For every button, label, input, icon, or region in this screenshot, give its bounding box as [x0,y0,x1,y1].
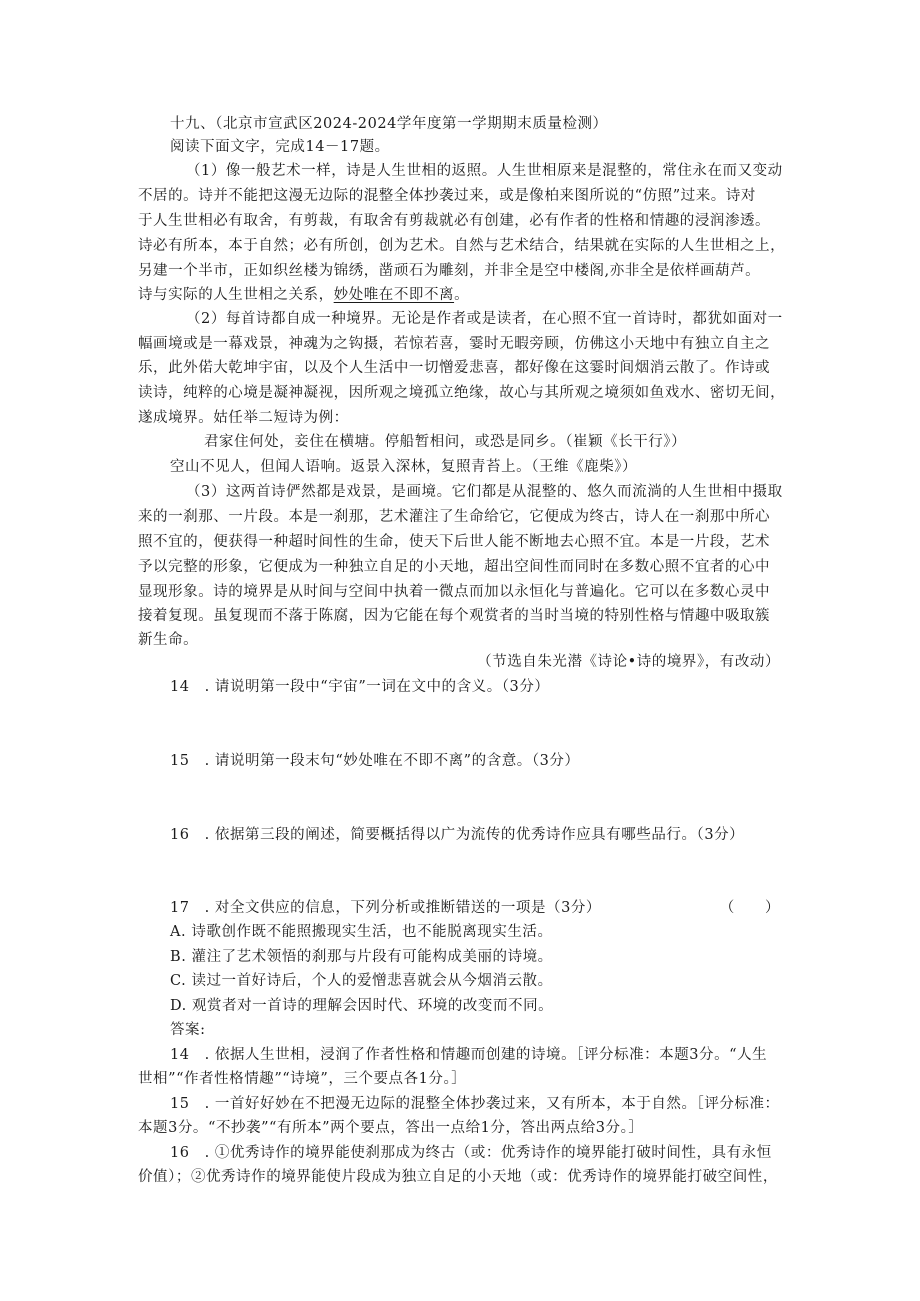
option-a: A. 诗歌创作既不能照搬现实生活，也不能脱离现实生活。 [170,924,553,940]
p1-line-4: 诗必有所本，本于自然；必有所创，创为艺术。自然与艺术结合，结果就在实际的人生世相之上， [138,238,786,254]
p3-line-6: 接着复现。虽复现而不落于陈腐，因为它能在每个观赏者的当时当境的特别性格与情趣中吸取簇 [138,608,771,624]
p3-line-7: 新生命。 [138,632,199,648]
p2-line-2: 幅画境或是一幕戏景，神魂为之钩摄，若惊若喜，霎时无暇旁顾，仿佛这小天地中有独立自主之 [138,336,771,352]
p1-line-1: （1）像一般艺术一样，诗是人生世相的返照。人生世相原来是混整的，常住永在而又变动 [186,163,783,179]
question-17: 17 . 对全文供应的信息，下列分析或推断错送的一项是（3分） [170,900,601,916]
p3-line-1: （3）这两首诗俨然都是戏景，是画境。它们都是从混整的、悠久而流淌的人生世相中摄取 [186,484,783,500]
p3-line-4: 予以完整的形象，它便成为一种独立自足的小天地，超出空间性而同时在多数心照不宜者的心中 [138,559,771,575]
answer-bracket: （ ） [719,900,780,916]
question-15: 15 . 请说明第一段末句“妙处唯在不即不离”的含意。（3分） [170,753,580,769]
p3-line-3: 照不宜的，便获得一种超时间性的生命，使天下后世人能不断地去心照不宜。本是一片段，艺术 [138,534,771,550]
answer-15-line-2: 本题3分。“不抄袭”“有所本”两个要点，答出一点给1分，答出两点给3分。］ [138,1120,644,1136]
answer-16-line-2: 价值）；②优秀诗作的境界能使片段成为独立自足的小天地（或：优秀诗作的境界能打破空间性， [138,1169,778,1185]
p3-line-2: 来的一刹那、一片段。本是一刹那，艺术灌注了生命给它，它便成为终古，诗人在一刹那中所心 [138,509,771,525]
instruction: 阅读下面文字，完成14－17题。 [170,139,390,155]
source-citation: （节选自朱光潜《诗论•诗的境界》，有改动） [477,654,780,670]
answer-15-line-1: 15 . 一首好好妙在不把漫无边际的混整全体抄袭过来，又有所本，本于自然。［评分标准： [170,1096,780,1112]
answers-label: 答案: [170,1022,206,1038]
p2-line-4: 读诗，纯粹的心境是凝神凝视，因所观之境孤立绝缘，故心与其所观之境须如鱼戏水、密切无间， [138,385,786,401]
question-16: 16 . 依据第三段的阐述，简要概括得以广为流传的优秀诗作应具有哪些品行。（3分） [170,827,745,843]
p1-line-2: 不居的。诗并不能把这漫无边际的混整全体抄袭过来，或是像柏来图所说的“仿照”过来。诗对 [138,188,756,204]
p2-line-5: 遂成境界。姑任举二短诗为例： [138,410,349,426]
section-title: 十九、（北京市宣武区2024-2024学年度第一学期期末质量检测） [170,116,608,132]
poem-2: 空山不见人，但闻人语响。返景入深林，复照青苔上。（王维《鹿柴》） [170,459,638,475]
question-14: 14 . 请说明第一段中“宇宙”一词在文中的含义。（3分） [170,679,550,695]
answer-14-line-2: 世相”“作者性格情趣”“诗境”，三个要点各1分。］ [138,1071,467,1087]
option-d: D. 观赏者对一首诗的理解会因时代、环境的改变而不同。 [170,998,554,1014]
p2-line-1: （2）每首诗都自成一种境界。无论是作者或是读者，在心照不宜一首诗时，都犹如面对一 [186,311,783,327]
p3-line-5: 显现形象。诗的境界是从时间与空间中执着一微点而加以永恒化与普遍化。它可以在多数心灵中 [138,584,771,600]
p1-last-prefix: 诗与实际的人生世相之关系， [138,287,334,303]
answer-16-line-1: 16 . ①优秀诗作的境界能使刹那成为终古（或：优秀诗作的境界能打破时间性，具有永恒 [170,1145,772,1161]
underlined-phrase: 妙处唯在不即不离 [333,287,455,303]
p1-line-6 [138,285,469,305]
option-b: B. 灌注了艺术领悟的刹那与片段有可能构成美丽的诗境。 [170,949,553,965]
p2-line-3: 乐，此外偌大乾坤宇宙，以及个人生活中一切憎爱悲喜，都好像在这霎时间烟消云散了。作诗或 [138,360,771,376]
option-c: C. 读过一首好诗后，个人的爱憎悲喜就会从今烟消云散。 [170,973,553,989]
answer-14-line-1: 14 . 依据人生世相，浸润了作者性格和情趣而创建的诗境。［评分标准：本题3分。“人生 [170,1047,768,1063]
p1-last-suffix: 。 [454,287,470,303]
poem-1: 君家住何处，妾住在横塘。停船暂相问，或恐是同乡。（崔颖《长干行》） [204,434,687,450]
p1-line-3: 于人生世相必有取舍，有剪裁，有取舍有剪裁就必有创建，必有作者的性格和情趣的浸润渗透。 [138,213,771,229]
p1-line-5: 另建一个半市，正如织丝楼为锦绣，凿顽石为雕刻，并非全是空中楼阁,亦非全是依样画葫芦。 [138,263,761,279]
